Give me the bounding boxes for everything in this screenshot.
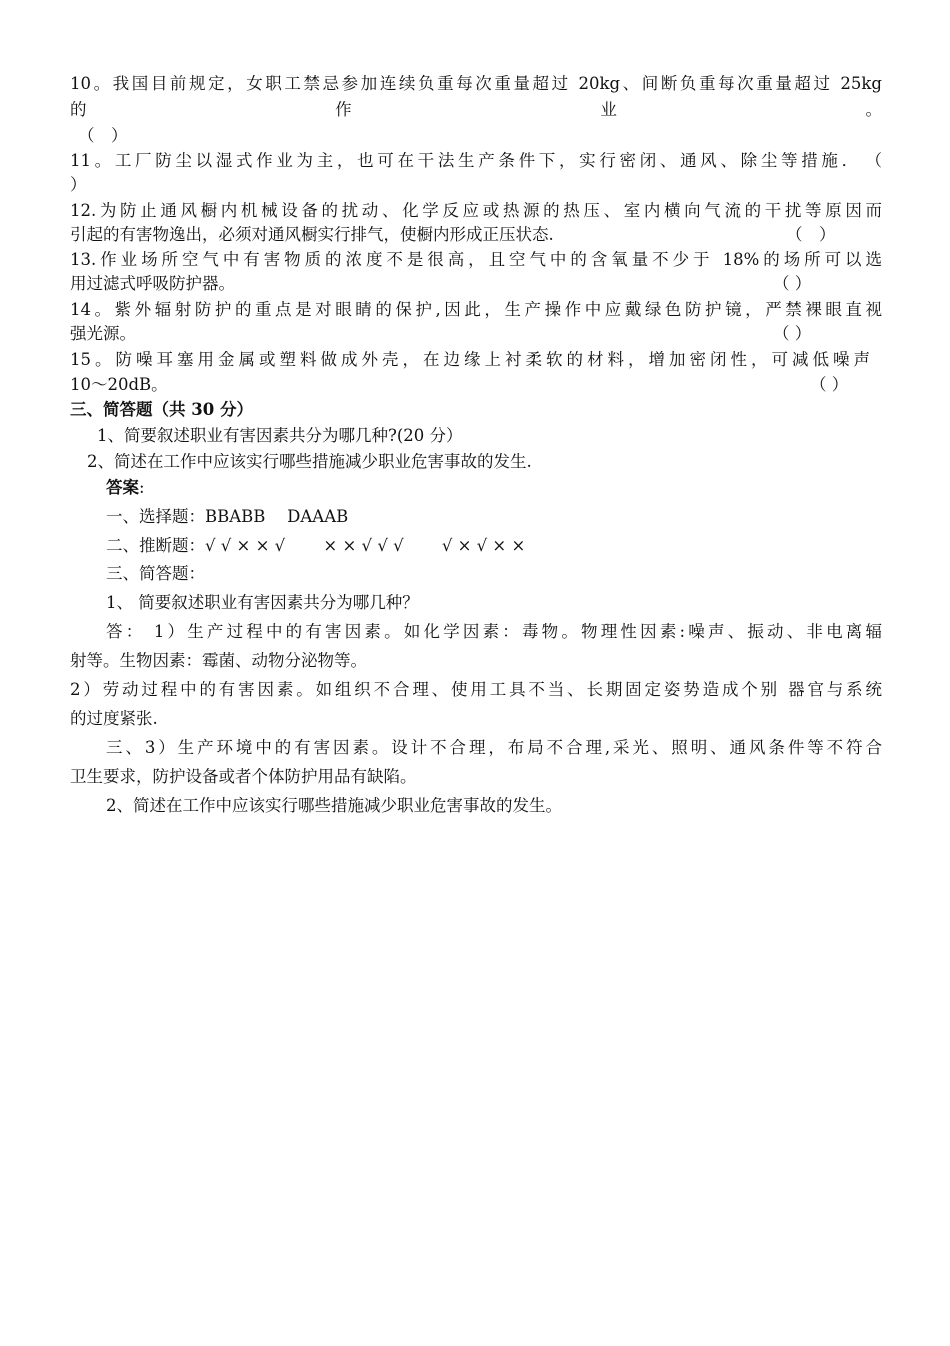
q14-answer-paren: （ ） xyxy=(773,324,812,343)
q15-line1: 15。防噪耳塞用金属或塑料做成外壳，在边缘上衬柔软的材料，增加密闭性，可减低噪声 xyxy=(70,350,870,369)
section3-heading: 三、简答题（共 30 分） xyxy=(70,400,253,419)
q10-line2: 的 作 业 。 xyxy=(70,100,882,119)
q13-line2: 用过滤式呼吸防护器。 xyxy=(70,274,235,293)
q11-line2: ） xyxy=(70,175,87,194)
q10-line1: 10。我国目前规定，女职工禁忌参加连续负重每次重量超过 20kg、间断负重每次重量超过 25kg xyxy=(70,74,882,93)
q14-line1: 14。紫外辐射防护的重点是对眼睛的保护,因此，生产操作中应戴绿色防护镜，严禁裸眼直视 xyxy=(70,300,882,319)
answer-judge: 二、推断题：√ √ × × √ × × √ √ √ √ × √ × × xyxy=(106,536,526,555)
q13-answer-paren: （ ） xyxy=(773,274,812,293)
q12-line2: 引起的有害物逸出，必须对通风橱实行排气，使橱内形成正压状态. xyxy=(70,225,554,244)
answer-sa1-title: 1、 简要叙述职业有害因素共分为哪几种？ xyxy=(106,593,419,612)
answer-choice: 一、选择题：BBABB DAAAB xyxy=(106,507,349,526)
section3-item2: 2、简述在工作中应该实行哪些措施减少职业危害事故的发生. xyxy=(87,452,532,471)
q12-line1: 12.为防止通风橱内机械设备的扰动、化学反应或热源的热压、室内横向气流的干扰等原因而 xyxy=(70,201,882,220)
q10-answer-paren: （ ） xyxy=(78,126,128,145)
q13-line1: 13.作业场所空气中有害物质的浓度不是很高，且空气中的含氧量不少于 18%的场所可以选 xyxy=(70,250,882,269)
answer-sa2-title: 2、简述在工作中应该实行哪些措施减少职业危害事故的发生。 xyxy=(106,796,562,815)
q12-answer-paren: （ ） xyxy=(786,225,836,244)
answer-sa1-p1-line2: 射等。生物因素：霉菌、动物分泌物等。 xyxy=(70,651,367,670)
answers-heading-colon: : xyxy=(139,478,145,497)
answers-heading: 答案 xyxy=(106,478,139,497)
q11-line1: 11。工厂防尘以湿式作业为主，也可在干法生产条件下，实行密闭、通风、除尘等措施． （ xyxy=(70,151,882,170)
answers-heading-row xyxy=(106,476,145,500)
q14-line2: 强光源。 xyxy=(70,324,136,343)
answer-short-title: 三、简答题： xyxy=(106,564,205,583)
section3-item1: 1、简要叙述职业有害因素共分为哪几种?(20 分） xyxy=(97,426,463,445)
q15-line2: 10～20dB。 xyxy=(70,375,168,394)
answer-sa1-p2-line1: 2）劳动过程中的有害因素。如组织不合理、使用工具不当、长期固定姿势造成个别 器官与系统 xyxy=(70,680,882,699)
answer-sa1-p1-line1: 答： 1）生产过程中的有害因素。如化学因素：毒物。物理性因素:噪声、振动、非电离辐 xyxy=(106,622,882,641)
answer-sa1-p3-line2: 卫生要求，防护设备或者个体防护用品有缺陷。 xyxy=(70,767,417,786)
q15-answer-paren: （ ） xyxy=(810,375,849,394)
answer-sa1-p2-line2: 的过度紧张. xyxy=(70,709,158,728)
answer-sa1-p3-line1: 三、3）生产环境中的有害因素。设计不合理，布局不合理,采光、照明、通风条件等不符合 xyxy=(106,738,882,757)
